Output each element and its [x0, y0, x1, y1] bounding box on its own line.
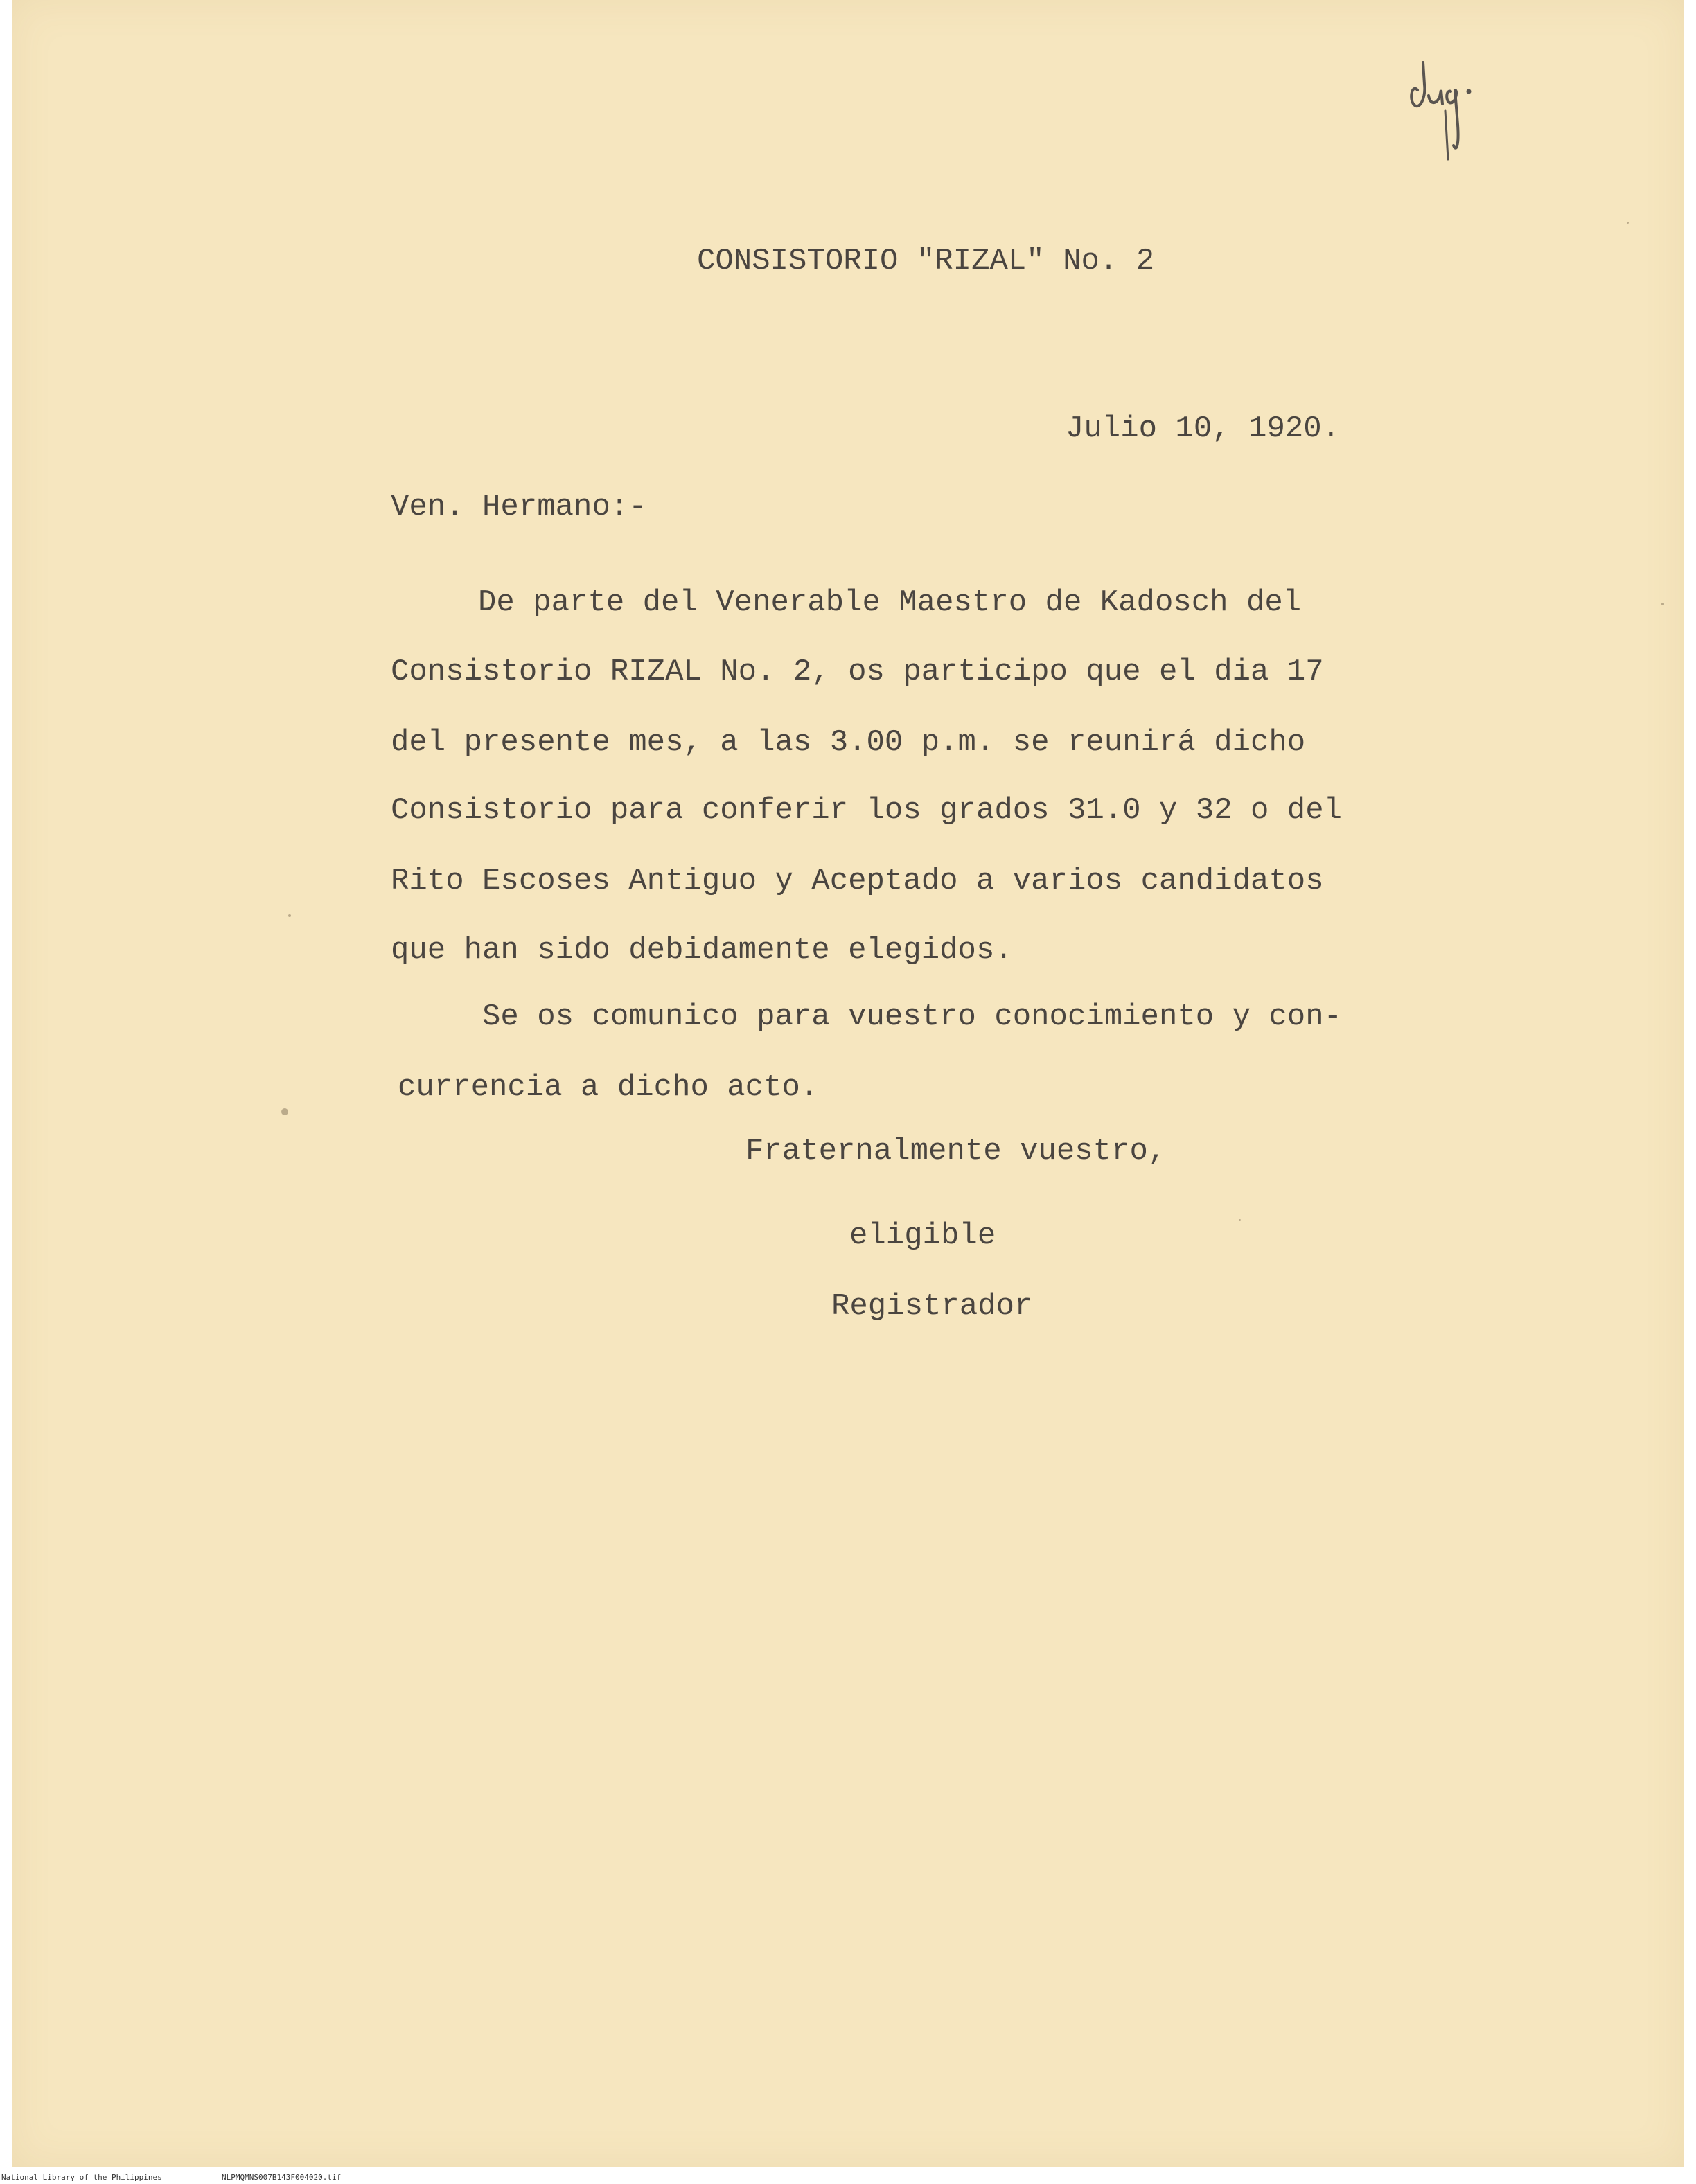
paragraph-1-line: que han sido debidamente elegidos.: [391, 933, 1013, 968]
paper-speck: [288, 914, 291, 917]
closing: Fraternalmente vuestro,: [745, 1134, 1167, 1169]
paragraph-1-line: De parte del Venerable Maestro de Kadosch del: [478, 585, 1302, 620]
paragraph-2-line: Se os comunico para vuestro conocimiento y con-: [482, 1000, 1343, 1034]
letter-date: Julio 10, 1920.: [1066, 411, 1341, 446]
paper-speck: [1239, 1219, 1241, 1221]
paper-speck: [1627, 222, 1629, 224]
paragraph-1-line: Consistorio para conferir los grados 31.0 y 32 o del: [391, 793, 1343, 828]
handwritten-note-dup: [1405, 42, 1502, 166]
scan-footer: [0, 2172, 1696, 2184]
footer-file-id: NLPMQMNS007B143F004020.tif: [222, 2173, 342, 2182]
paper-speck: [281, 1108, 288, 1115]
paragraph-1-line: del presente mes, a las 3.00 p.m. se reunirá dicho: [391, 725, 1306, 760]
letter-heading: CONSISTORIO "RIZAL" No. 2: [697, 244, 1155, 278]
signature-line: eligible: [849, 1218, 996, 1253]
salutation: Ven. Hermano:-: [391, 490, 647, 524]
paper-speck: [1661, 603, 1664, 605]
paragraph-1-line: Rito Escoses Antiguo y Aceptado a varios candidatos: [391, 864, 1324, 898]
signer-title: Registrador: [831, 1289, 1033, 1324]
paragraph-1-line: Consistorio RIZAL No. 2, os participo que el dia 17: [391, 655, 1324, 689]
footer-institution: National Library of the Philippines: [1, 2173, 162, 2182]
paper-sheet: [12, 0, 1684, 2167]
paragraph-2-line: currencia a dicho acto.: [398, 1070, 819, 1105]
